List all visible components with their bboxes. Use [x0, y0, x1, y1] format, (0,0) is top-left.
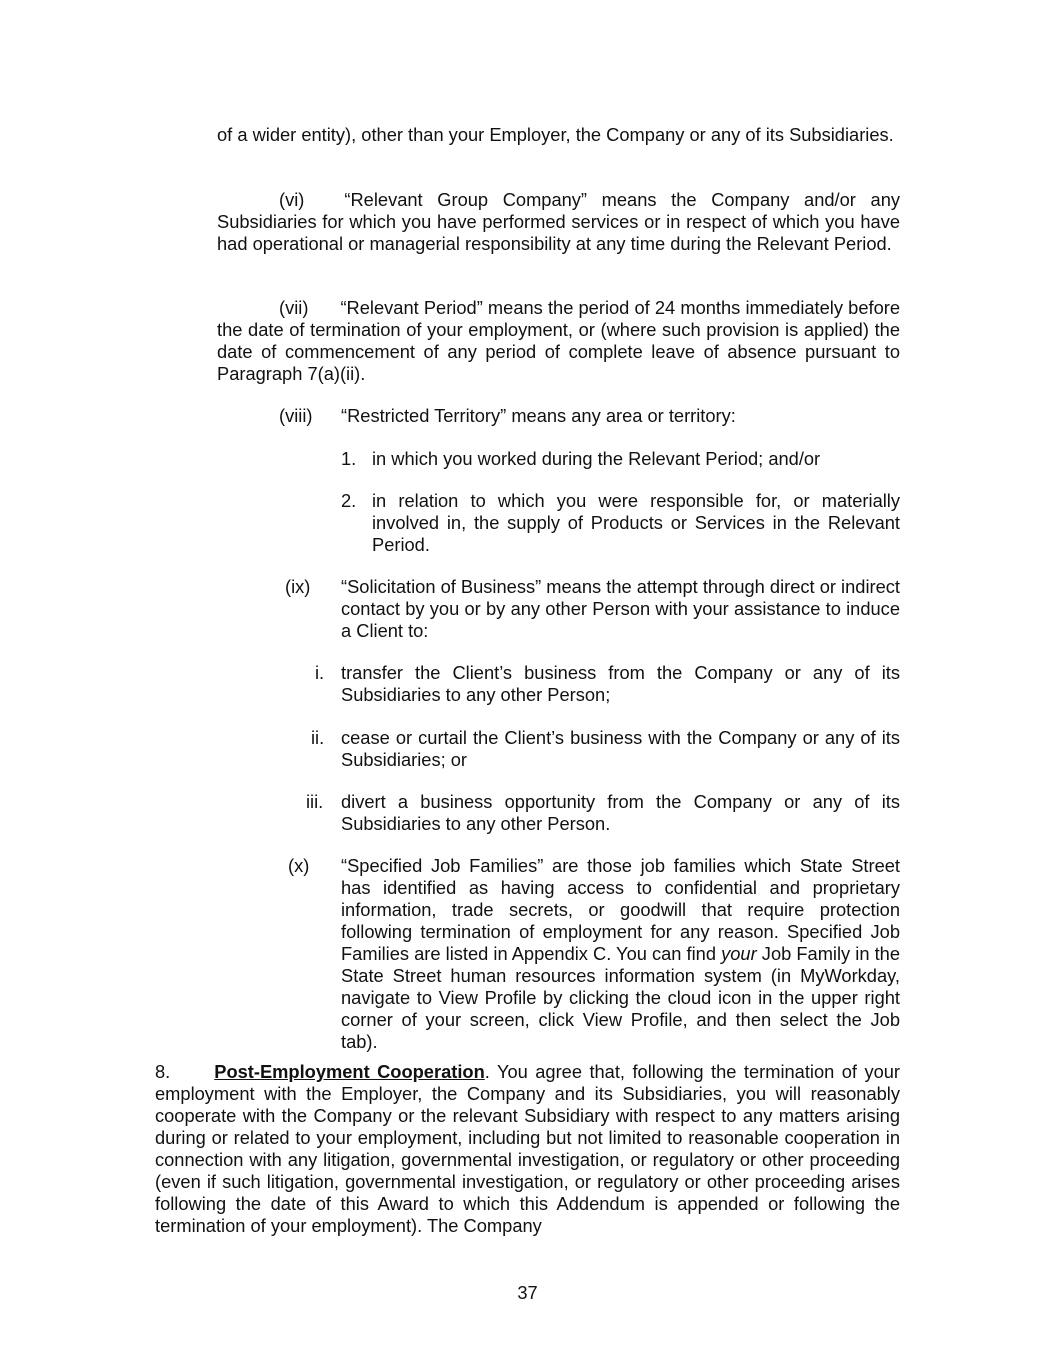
- territory-item-2-text: in relation to which you were responsible for, or materially involved in, the supply of Products or Services in the Relevant Period.: [372, 490, 900, 555]
- intro-paragraph: of a wider entity), other than your Employer, the Company or any of its Subsidiaries.: [217, 124, 894, 145]
- solicitation-item-ii-marker: ii.: [311, 727, 325, 748]
- territory-item-1-marker: 1.: [341, 448, 357, 469]
- definition-viii-marker: (viii): [279, 405, 313, 426]
- definition-x-marker: (x): [288, 855, 310, 876]
- solicitation-item-i-marker: i.: [315, 662, 325, 683]
- definition-vi-marker: (vi): [279, 189, 305, 210]
- section-8-heading: Post-Employment Cooperation: [214, 1061, 485, 1082]
- definition-vi: [217, 189, 900, 255]
- definition-ix-text: “Solicitation of Business” means the attempt through direct or indirect contact by you or by any other Person with your assistance to induce a Client to:: [341, 576, 900, 641]
- territory-item-2-marker: 2.: [341, 490, 357, 511]
- page-number: 37: [517, 1282, 538, 1303]
- solicitation-item-iii-text: divert a business opportunity from the Company or any of its Subsidiaries to any other Person.: [341, 791, 900, 834]
- section-8-paragraph: [155, 1061, 900, 1237]
- definition-vii-marker: (vii): [279, 297, 309, 318]
- territory-item-1-text: in which you worked during the Relevant Period; and/or: [372, 448, 821, 469]
- solicitation-item-ii-text: cease or curtail the Client’s business with the Company or any of its Subsidiaries; or: [341, 727, 900, 770]
- definition-x-text-end: Job Family in the State Street human resources information system (in MyWorkday, navigate to View Profile by clicking the cloud icon in the upper right corner of your screen, click View Profile, and then select the Job tab).: [341, 943, 900, 1052]
- definition-vi-text: “Relevant Group Company” means the Company and/or any Subsidiaries for which you have performed services or in respect of which you have had operational or managerial responsibility at any time during the Relevant Period.: [217, 189, 900, 254]
- section-8-number: 8.: [155, 1061, 171, 1082]
- definition-x-italic: your: [721, 943, 757, 964]
- definition-vii-text: “Relevant Period” means the period of 24 months immediately before the date of termination of your employment, or (where such provision is applied) the date of commencement of any period of complete leave of absence pursuant to Paragraph 7(a)(ii).: [217, 297, 900, 384]
- definition-x-text: [341, 855, 900, 1053]
- solicitation-item-iii-marker: iii.: [306, 791, 324, 812]
- definition-ix-marker: (ix): [285, 576, 311, 597]
- solicitation-item-i-text: transfer the Client’s business from the Company or any of its Subsidiaries to any other Person;: [341, 662, 900, 705]
- section-8-text: . You agree that, following the termination of your employment with the Employer, the Company and its Subsidiaries, you will reasonably cooperate with the Company or the relevant Subsidiary with respect to any matters arising during or related to your employment, including but not limited to reasonable cooperation in connection with any litigation, governmental investigation, or regulatory or other proceeding (even if such litigation, governmental investigation, or regulatory or other proceeding arises following the date of this Award to which this Addendum is appended or following the termination of your employment). The Company: [155, 1061, 901, 1236]
- definition-viii-text: “Restricted Territory” means any area or territory:: [341, 405, 736, 426]
- definition-vii: [217, 297, 900, 385]
- definition-x-text-start: “Specified Job Families” are those job families which State Street has identified as having access to confidential and proprietary information, trade secrets, or goodwill that require protection following termination of employment for any reason. Specified Job Families are listed in Appendix C. You can find: [341, 855, 900, 964]
